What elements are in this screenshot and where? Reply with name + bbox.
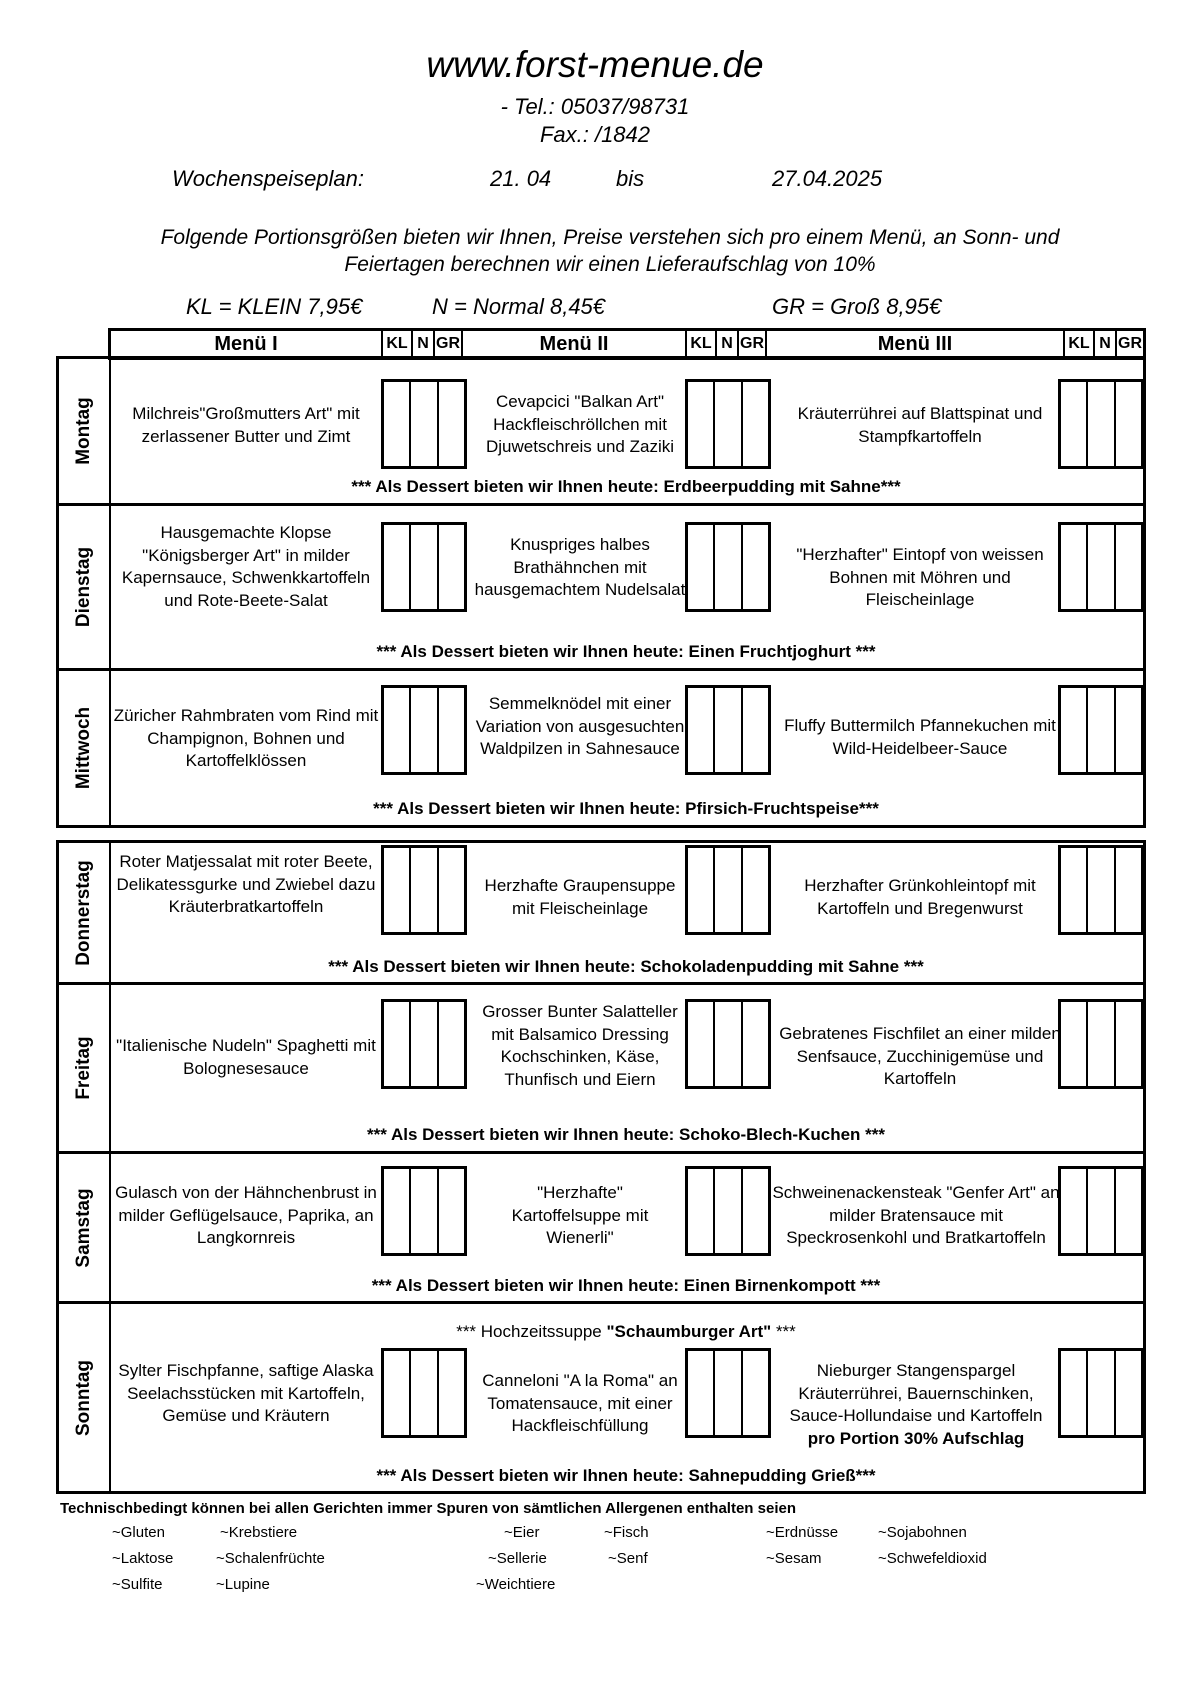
day-label: Sonntag (59, 1304, 111, 1491)
sunday-soup: *** Hochzeitssuppe "Schaumburger Art" *** (456, 1322, 796, 1341)
kl-box[interactable] (688, 382, 713, 466)
n-box[interactable] (409, 1351, 436, 1435)
day-label: Mittwoch (59, 671, 111, 825)
n-box[interactable] (713, 1351, 740, 1435)
gr-box[interactable] (437, 1002, 464, 1086)
order-boxes-menu1[interactable] (381, 845, 467, 935)
day-row-mittwoch (56, 668, 1146, 828)
gr-box[interactable] (437, 1169, 464, 1253)
n-header: N (1093, 331, 1115, 357)
kl-box[interactable] (384, 688, 409, 772)
gr-box[interactable] (741, 382, 768, 466)
order-boxes-menu1[interactable] (381, 1166, 467, 1256)
order-boxes-menu1[interactable] (381, 379, 467, 469)
n-box[interactable] (1086, 1002, 1113, 1086)
menu2-dish: Grosser Bunter Salatteller mit Balsamico Dressing Kochschinken, Käse, Thunfisch und Eiern (482, 1002, 678, 1089)
kl-header: KL (1063, 331, 1093, 357)
n-box[interactable] (409, 1002, 436, 1086)
n-box[interactable] (409, 1169, 436, 1253)
n-box[interactable] (409, 688, 436, 772)
kl-box[interactable] (688, 1002, 713, 1086)
gr-box[interactable] (1114, 1169, 1141, 1253)
n-box[interactable] (1086, 1351, 1113, 1435)
kl-box[interactable] (1061, 1169, 1086, 1253)
phone-number: - Tel.: 05037/98731 (500, 94, 690, 119)
n-box[interactable] (713, 525, 740, 609)
allergen-item: ~Schalenfrüchte (216, 1550, 325, 1567)
menu1-dish: "Italienische Nudeln" Spaghetti mit Bolognesesauce (116, 1036, 376, 1078)
n-box[interactable] (713, 382, 740, 466)
order-boxes-menu1[interactable] (381, 1348, 467, 1438)
menu1-dish: Züricher Rahmbraten vom Rind mit Champignon, Bohnen und Kartoffelklössen (113, 706, 379, 770)
order-boxes-menu2[interactable] (685, 999, 771, 1089)
kl-box[interactable] (1061, 525, 1086, 609)
menu3-dish: Nieburger Stangenspargel Kräuterrührei, Bauernschinken, Sauce-Hollundaise und Kartoffeln pro Portion 30% Aufschlag (789, 1361, 1043, 1448)
n-box[interactable] (713, 1169, 740, 1253)
order-boxes-menu3[interactable] (1058, 685, 1144, 775)
kl-box[interactable] (1061, 1002, 1086, 1086)
kl-box[interactable] (384, 1351, 409, 1435)
menu3-dish: Gebratenes Fischfilet an einer milden Senfsauce, Zucchinigemüse und Kartoffeln (779, 1024, 1061, 1088)
menu2-dish: Cevapcici "Balkan Art" Hackfleischröllchen mit Djuwetschreis und Zaziki (485, 392, 674, 456)
gr-box[interactable] (437, 1351, 464, 1435)
order-boxes-menu3[interactable] (1058, 1166, 1144, 1256)
kl-box[interactable] (1061, 848, 1086, 932)
dessert-text: *** Als Dessert bieten wir Ihnen heute: Sahnepudding Grieß*** (376, 1466, 876, 1485)
order-boxes-menu3[interactable] (1058, 845, 1144, 935)
kl-box[interactable] (688, 848, 713, 932)
menu3-dish: "Herzhafter" Eintopf von weissen Bohnen mit Möhren und Fleischeinlage (796, 545, 1044, 609)
dessert-text: *** Als Dessert bieten wir Ihnen heute: Einen Birnenkompott *** (371, 1276, 881, 1295)
order-boxes-menu1[interactable] (381, 522, 467, 612)
gr-box[interactable] (741, 848, 768, 932)
order-boxes-menu2[interactable] (685, 845, 771, 935)
order-boxes-menu3[interactable] (1058, 522, 1144, 612)
gr-box[interactable] (741, 1169, 768, 1253)
allergen-item: ~Lupine (216, 1576, 270, 1593)
gr-box[interactable] (437, 688, 464, 772)
order-boxes-menu2[interactable] (685, 1166, 771, 1256)
allergen-item: ~Krebstiere (220, 1524, 298, 1541)
order-boxes-menu1[interactable] (381, 685, 467, 775)
kl-box[interactable] (688, 688, 713, 772)
day-row-samstag (56, 1151, 1146, 1304)
day-row-donnerstag (56, 840, 1146, 985)
n-header: N (715, 331, 737, 357)
gr-box[interactable] (437, 525, 464, 609)
gr-box[interactable] (437, 382, 464, 466)
day-row-montag (56, 356, 1146, 506)
n-box[interactable] (409, 525, 436, 609)
allergen-item: ~Laktose (112, 1550, 174, 1567)
dessert-text: *** Als Dessert bieten wir Ihnen heute: Erdbeerpudding mit Sahne*** (351, 477, 901, 496)
day-label: Freitag (59, 985, 111, 1151)
kl-header: KL (685, 331, 715, 357)
dessert-text: *** Als Dessert bieten wir Ihnen heute: Einen Fruchtjoghurt *** (376, 642, 876, 661)
gr-box[interactable] (1114, 848, 1141, 932)
price-gross: GR = Groß 8,95€ (772, 294, 942, 319)
menu1-dish: Gulasch von der Hähnchenbrust in milder Geflügelsauce, Paprika, an Langkornreis (115, 1183, 377, 1247)
kl-header: KL (381, 331, 411, 357)
gr-box[interactable] (1114, 1002, 1141, 1086)
order-boxes-menu2[interactable] (685, 379, 771, 469)
gr-box[interactable] (1114, 525, 1141, 609)
gr-box[interactable] (741, 525, 768, 609)
kl-box[interactable] (1061, 688, 1086, 772)
allergen-item: ~Sulfite (112, 1576, 163, 1593)
gr-box[interactable] (437, 848, 464, 932)
order-boxes-menu2[interactable] (685, 1348, 771, 1438)
menu2-dish: Semmelknödel mit einer Variation von ausgesuchten Waldpilzen in Sahnesauce (475, 694, 685, 758)
menu1-dish: Roter Matjessalat mit roter Beete, Delikatessgurke und Zwiebel dazu Kräuterbratkartoffeln (116, 852, 376, 916)
menu1-header: Menü I (214, 333, 278, 355)
kl-box[interactable] (384, 1169, 409, 1253)
kl-box[interactable] (1061, 1351, 1086, 1435)
menu2-dish: "Herzhafte" Kartoffelsuppe mit Wienerli" (511, 1183, 649, 1247)
order-boxes-menu1[interactable] (381, 999, 467, 1089)
intro-text: Folgende Portionsgrößen bieten wir Ihnen, Preise verstehen sich pro einem Menü, an Sonn- und Feiertagen berechnen wir einen Lieferaufschlag von 10% (160, 226, 1060, 276)
menu3-header: Menü III (877, 333, 953, 355)
n-box[interactable] (713, 1002, 740, 1086)
n-box[interactable] (1086, 382, 1113, 466)
fax-number: Fax.: /1842 (539, 122, 651, 147)
menu2-dish: Canneloni "A la Roma" an Tomatensauce, mit einer Hackfleischfüllung (482, 1371, 678, 1435)
date-from: 21. 04 (490, 166, 552, 191)
n-box[interactable] (1086, 688, 1113, 772)
allergen-item: ~Eier (504, 1524, 540, 1541)
gr-box[interactable] (1114, 1351, 1141, 1435)
allergen-item: ~Gluten (112, 1524, 165, 1541)
gr-box[interactable] (1114, 382, 1141, 466)
order-boxes-menu3[interactable] (1058, 999, 1144, 1089)
gr-header: GR (433, 331, 463, 357)
allergen-item: ~Weichtiere (476, 1576, 556, 1593)
n-box[interactable] (713, 848, 740, 932)
dessert-text: *** Als Dessert bieten wir Ihnen heute: Schoko-Blech-Kuchen *** (367, 1125, 885, 1144)
n-box[interactable] (1086, 1169, 1113, 1253)
kl-box[interactable] (688, 525, 713, 609)
kl-box[interactable] (1061, 382, 1086, 466)
day-label: Donnerstag (59, 843, 111, 982)
price-normal: N = Normal 8,45€ (432, 294, 606, 319)
menu2-header: Menü II (539, 333, 609, 355)
menu3-dish: Herzhafter Grünkohleintopf mit Kartoffeln und Bregenwurst (804, 876, 1036, 918)
menu1-dish: Milchreis"Großmutters Art" mit zerlassener Butter und Zimt (132, 404, 360, 446)
gr-box[interactable] (741, 688, 768, 772)
plan-label: Wochenspeiseplan: (172, 166, 365, 191)
kl-box[interactable] (384, 1002, 409, 1086)
n-box[interactable] (1086, 525, 1113, 609)
n-box[interactable] (409, 382, 436, 466)
menu1-dish: Sylter Fischpfanne, saftige Alaska Seelachsstücken mit Kartoffeln, Gemüse und Kräutern (118, 1361, 374, 1425)
gr-header: GR (737, 331, 767, 357)
order-boxes-menu3[interactable] (1058, 1348, 1144, 1438)
allergen-item: ~Erdnüsse (766, 1524, 839, 1541)
gr-box[interactable] (1114, 688, 1141, 772)
n-box[interactable] (1086, 848, 1113, 932)
date-bis: bis (616, 166, 645, 191)
menu3-dish: Schweinenackensteak "Genfer Art" an milder Bratensauce mit Speckrosenkohl und Bratkartoffeln (772, 1183, 1060, 1247)
n-box[interactable] (409, 848, 436, 932)
surcharge-note: pro Portion 30% Aufschlag (807, 1428, 1025, 1448)
dessert-text: *** Als Dessert bieten wir Ihnen heute: Schokoladenpudding mit Sahne *** (328, 957, 924, 976)
gr-box[interactable] (741, 1351, 768, 1435)
n-header: N (411, 331, 433, 357)
allergen-heading: Technischbedingt können bei allen Gerichten immer Spuren von sämtlichen Allergenen enthalten seien (60, 1500, 796, 1517)
allergen-item: ~Fisch (604, 1524, 649, 1541)
order-boxes-menu3[interactable] (1058, 379, 1144, 469)
price-klein: KL = KLEIN 7,95€ (186, 294, 363, 319)
allergen-item: ~Sesam (766, 1550, 822, 1567)
kl-box[interactable] (384, 848, 409, 932)
kl-box[interactable] (688, 1351, 713, 1435)
order-boxes-menu2[interactable] (685, 685, 771, 775)
day-label: Dienstag (59, 506, 111, 668)
n-box[interactable] (713, 688, 740, 772)
menu1-dish: Hausgemachte Klopse "Königsberger Art" in milder Kapernsauce, Schwenkkartoffeln und Rote-Beete-Salat (121, 523, 371, 610)
menu2-dish: Knuspriges halbes Brathähnchen mit hausgemachtem Nudelsalat (474, 535, 686, 599)
gr-box[interactable] (741, 1002, 768, 1086)
allergen-item: ~Sojabohnen (878, 1524, 967, 1541)
allergen-item: ~Sellerie (488, 1550, 547, 1567)
allergen-item: ~Schwefeldioxid (878, 1550, 987, 1567)
website-title: www.forst-menue.de (426, 44, 764, 85)
menu3-dish: Kräuterrührei auf Blattspinat und Stampfkartoffeln (797, 404, 1043, 446)
kl-box[interactable] (384, 525, 409, 609)
day-label: Samstag (59, 1154, 111, 1301)
menu3-dish: Fluffy Buttermilch Pfannekuchen mit Wild-Heidelbeer-Sauce (784, 716, 1056, 758)
day-row-freitag (56, 982, 1146, 1154)
gr-header: GR (1115, 331, 1143, 357)
date-to: 27.04.2025 (772, 166, 883, 191)
day-row-dienstag (56, 503, 1146, 671)
kl-box[interactable] (384, 382, 409, 466)
order-boxes-menu2[interactable] (685, 522, 771, 612)
dessert-text: *** Als Dessert bieten wir Ihnen heute: Pfirsich-Fruchtspeise*** (373, 799, 879, 818)
kl-box[interactable] (688, 1169, 713, 1253)
allergen-item: ~Senf (608, 1550, 648, 1567)
menu2-dish: Herzhafte Graupensuppe mit Fleischeinlage (484, 876, 676, 918)
day-row-sonntag (56, 1301, 1146, 1494)
day-label: Montag (59, 359, 111, 503)
